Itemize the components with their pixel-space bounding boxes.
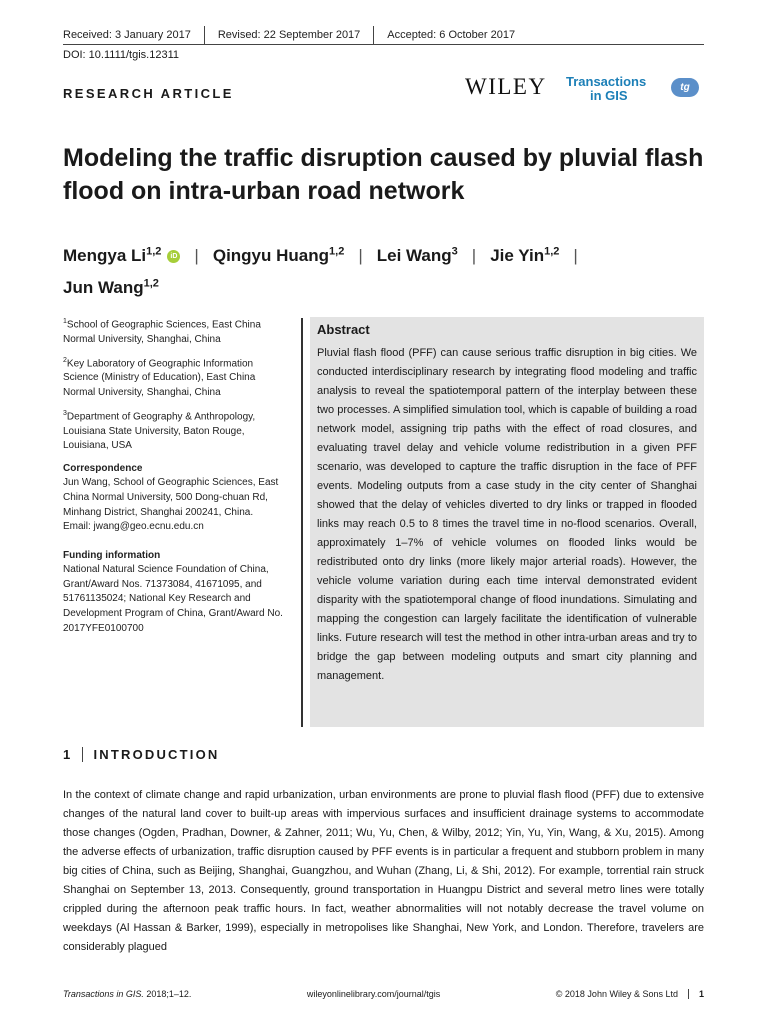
correspondence-email[interactable]: Email: jwang@geo.ecnu.edu.cn	[63, 521, 204, 533]
abstract-text: Pluvial flash flood (PFF) can cause serious traffic disruption in big cities. We conducted interdisciplinary research by integrating flood modeling and traffic analysis to reveal the spatiotemporal pattern of the interplay between these two processes. A simplified simulation tool, which is capable of building a road network model, assigning trip paths with the effect of road closures, and evaluating travel delay and vehicle volume redistribution in a given PFF scenario, was developed to capture the traffic disruption in the face of PFF events. Modeling outputs from a case study in the city center of Shanghai showed that the delay of vehicles diverted to dry links or trapped in flooded links may reach 0.5 to 8 times the travel time in no-flood scenarios. Overall, approximately 1–7% of vehicle volumes on flooded links would be redistributed onto dry links (more likely major arterial roads). However, the vehicle volume variation during each time interval demonstrated evident disparity with the spatiotemporal change of flood inundations. Simulating and mapping the congestion can largely facilitate the identification of vulnerable links. Future research will test the method in other intra-urban areas and try to bridge the gap between modeling outputs and smart city planning and management.	[317, 347, 697, 682]
correspondence-heading: Correspondence	[63, 462, 143, 474]
author[interactable]: Jie Yin$^{1,2}$	[490, 245, 560, 265]
affiliation: $^3$Department of Geography & Anthropology, Louisiana State University, Baton Rouge, Louisiana, USA	[63, 409, 256, 452]
orcid-icon[interactable]: iD	[167, 250, 180, 263]
author[interactable]: Qingyu Huang$^{1,2}$	[212, 245, 345, 265]
correspondence-text: Jun Wang, School of Geographic Sciences, East China Normal University, 500 Dong-chuan Rd, Minhang District, Shanghai 200241, China.	[63, 477, 279, 518]
journal-badge-icon: tg	[671, 78, 699, 97]
funding-text: National Natural Science Foundation of China, Grant/Award Nos. 71373084, 41671095, and 51761135024; National Key Research and Development Program of China, Grant/Award No. 2017YFE0100700	[63, 564, 283, 634]
article-type: RESEARCH ARTICLE	[63, 86, 234, 101]
article-dates	[63, 26, 515, 44]
abstract-box	[310, 317, 704, 727]
footer-citation: Transactions in GIS. 2018;1–12.	[63, 989, 192, 999]
footer-right	[556, 989, 704, 999]
column-divider	[301, 318, 303, 727]
divider	[373, 26, 374, 44]
left-column	[63, 315, 285, 636]
accepted-date: Accepted: 6 October 2017	[387, 29, 516, 41]
section-number: 1	[63, 747, 73, 762]
section-heading	[63, 747, 220, 762]
author[interactable]: Jun Wang$^{1,2}$	[63, 277, 159, 298]
copyright: © 2018 John Wiley & Sons Ltd	[555, 989, 678, 999]
affiliation: $^1$School of Geographic Sciences, East China Normal University, Shanghai, China	[63, 318, 261, 345]
journal-logo-line2: in GIS	[590, 88, 628, 103]
footer-url[interactable]: wileyonlinelibrary.com/journal/tgis	[306, 989, 441, 999]
journal-logo-line1: Transactions	[566, 74, 647, 89]
doi[interactable]: DOI: 10.1111/tgis.12311	[63, 49, 179, 61]
received-date: Received: 3 January 2017	[63, 29, 191, 41]
section-title: INTRODUCTION	[93, 747, 220, 762]
funding-heading: Funding information	[63, 549, 161, 561]
divider	[204, 26, 205, 44]
author[interactable]: Lei Wang$^3$	[376, 245, 458, 265]
wiley-logo: WILEY	[465, 74, 547, 99]
paper-title: Modeling the traffic disruption caused by pluvial flash flood on intra-urban road network	[63, 144, 704, 205]
page-footer	[63, 989, 704, 999]
header-rule	[63, 44, 704, 45]
author[interactable]: Mengya Li$^{1,2}$	[63, 245, 162, 265]
introduction-text: In the context of climate change and rapid urbanization, urban environments are prone to pluvial flash flood (PFF) due to extensive changes of the natural land cover to built-up areas with impervious surfaces and insufficient drainage systems to accommodate those changes (Ogden, Pradhan, Downer, & Zahner, 2011; Wu, Yu, Chen, & Wilby, 2012; Yin, Yu, Yin, Wang, & Xu, 2015). Among the adverse effects of urbanization, traffic disruption caused by PFF events is in particular a frequent and stubborn problem in many big cities of China, such as Beijing, Shanghai, Guangzhou, and Wuhan (Zhang, Li, & Shi, 2012). For example, torrential rain struck Shanghai on September 13, 2013. Consequently, ground transportation in Huangpu District and several metro lines were totally crippled during the afternoon peak traffic hours. In fact, weather abnormalities will not notably decrease the travel volume on weekdays (Al Hassan & Barker, 1999), especially in metropolises like Shanghai, New York, and London. Therefore, travelers are considerably plagued	[63, 789, 704, 953]
abstract-heading: Abstract	[317, 322, 370, 337]
divider	[82, 747, 83, 762]
page-number: 1	[688, 989, 704, 999]
revised-date: Revised: 22 September 2017	[217, 29, 361, 41]
affiliation: $^2$Key Laboratory of Geographic Information Science (Ministry of Education), East China Normal University, Shanghai, China	[63, 356, 256, 399]
author-list: Mengya Li$^{1,2}$ iD | Qingyu Huang$^{1,2}$ | Lei Wang$^3$ | Jie Yin$^{1,2}$ | Jun Wang$^{1,2}$	[63, 245, 578, 298]
